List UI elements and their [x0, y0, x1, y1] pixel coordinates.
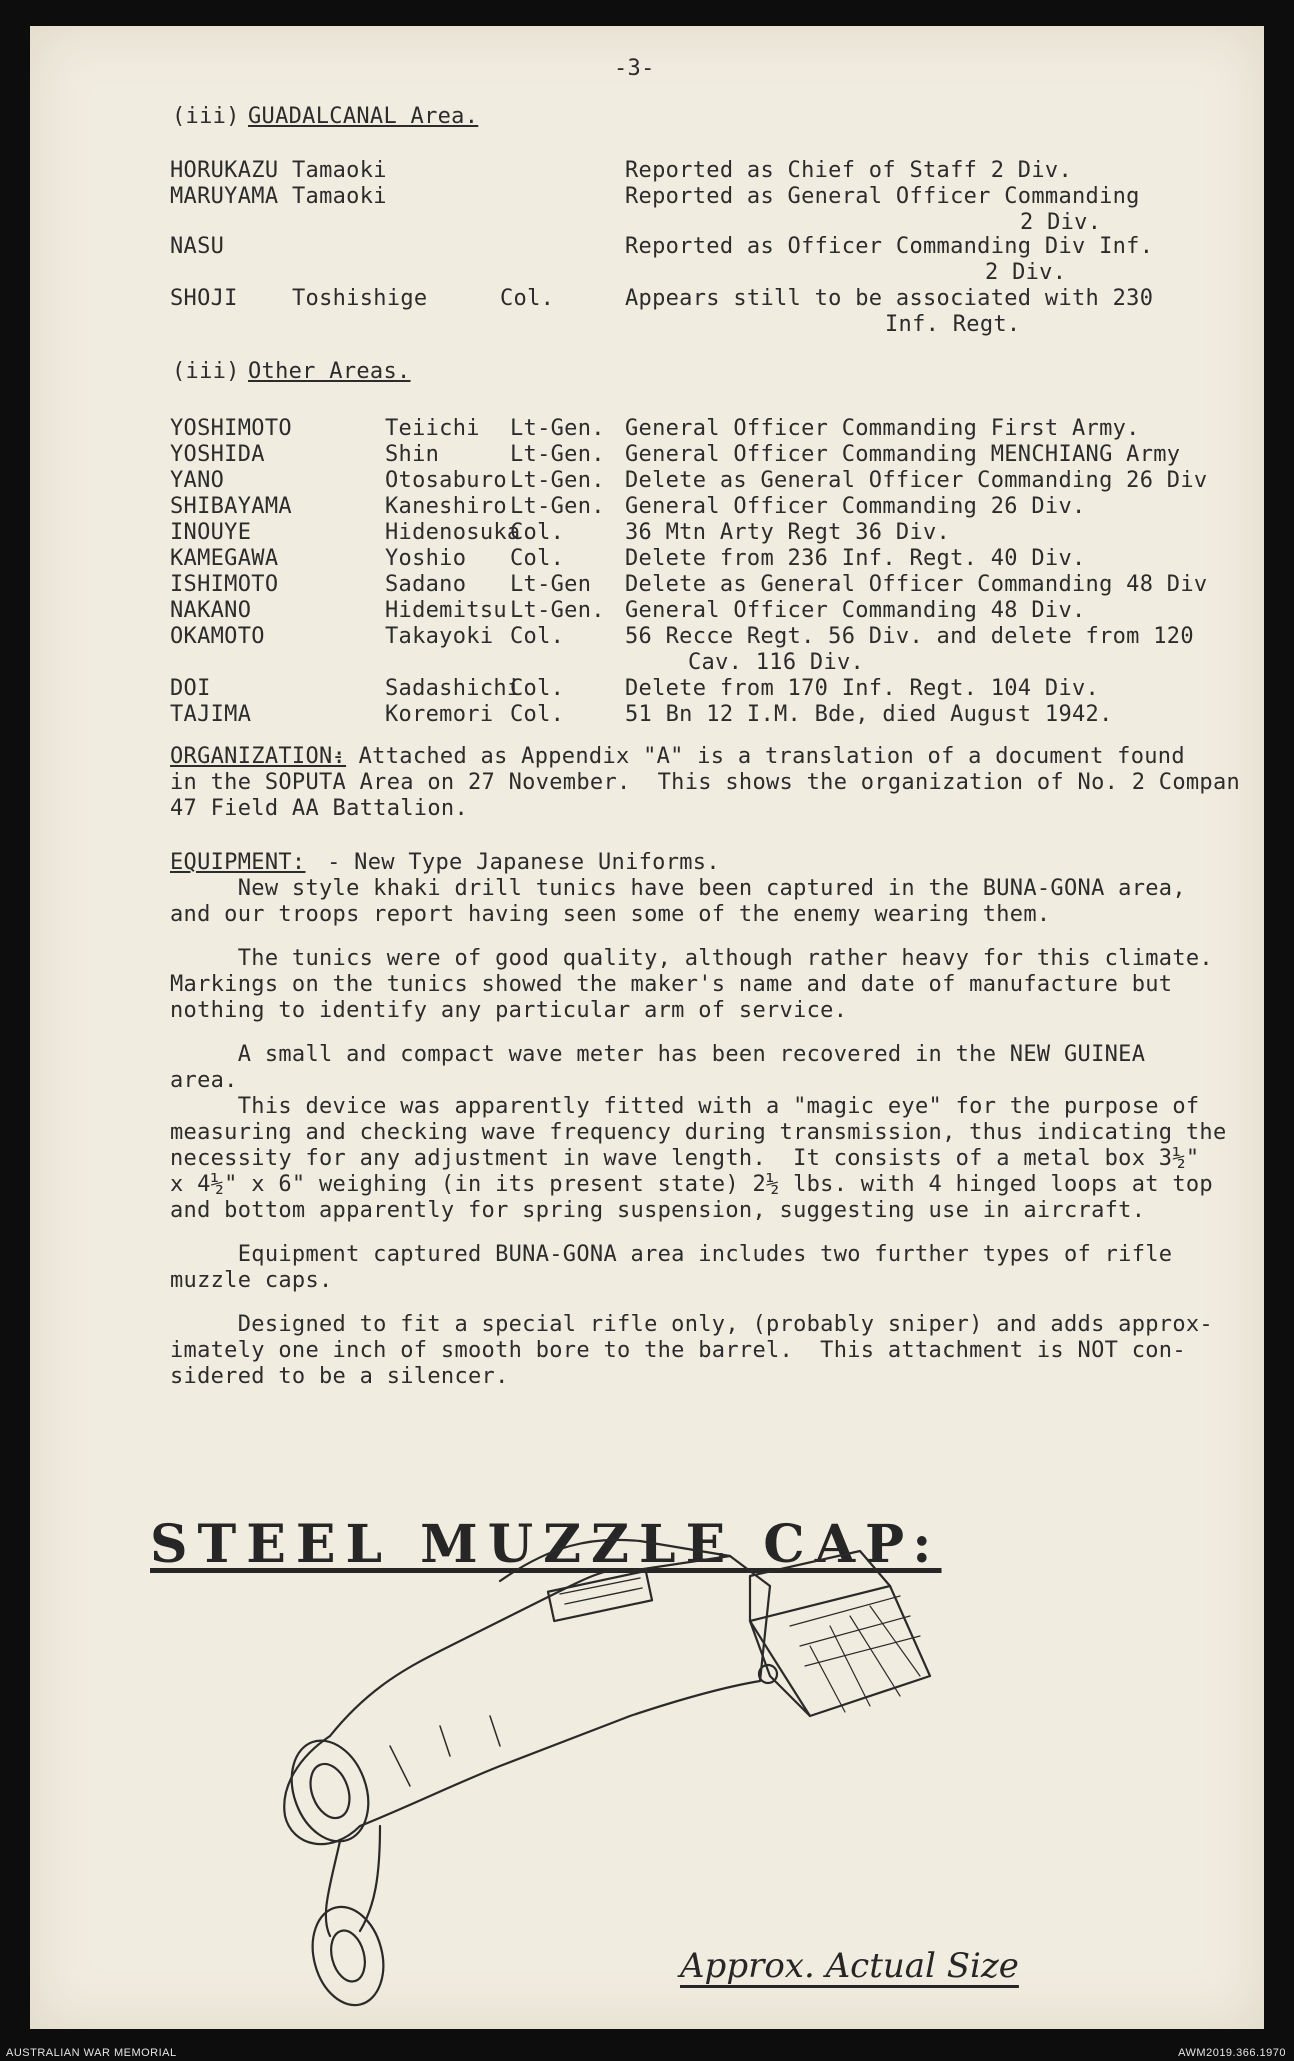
personnel-given-name: Otosaburo — [385, 468, 507, 493]
personnel-remark: General Officer Commanding 26 Div. — [625, 494, 1086, 519]
equipment-line: Markings on the tunics showed the maker's name and date of manufacture but — [170, 972, 1173, 997]
section-heading-guadalcanal: GUADALCANAL Area. — [248, 104, 479, 129]
equipment-line: imately one inch of smooth bore to the barrel. This attachment is NOT con- — [170, 1338, 1186, 1363]
equipment-line: Equipment captured BUNA-GONA area includes two further types of rifle — [170, 1242, 1173, 1267]
personnel-surname: SHOJI — [170, 286, 238, 311]
organization-label: ORGANIZATION: — [170, 744, 347, 769]
muzzle-cap-sketch — [30, 26, 1264, 2029]
equipment-line: Designed to fit a special rifle only, (probably sniper) and adds approx- — [170, 1312, 1213, 1337]
personnel-rank: Lt-Gen. — [510, 494, 605, 519]
personnel-surname: KAMEGAWA — [170, 546, 279, 571]
personnel-given-name: Hidemitsu — [385, 598, 507, 623]
equipment-line: sidered to be a silencer. — [170, 1364, 509, 1389]
personnel-remark: Delete as General Officer Commanding 26 Div — [625, 468, 1208, 493]
personnel-remark-continued: Cav. 116 Div. — [688, 650, 865, 675]
personnel-rank: Col. — [510, 546, 565, 571]
organization-line: 47 Field AA Battalion. — [170, 796, 468, 821]
personnel-rank: Lt-Gen. — [510, 468, 605, 493]
personnel-given-name: Hidenosuka — [385, 520, 521, 545]
personnel-surname: INOUYE — [170, 520, 252, 545]
equipment-line: and our troops report having seen some of the enemy wearing them. — [170, 902, 1051, 927]
personnel-given-name: Sadashichi — [385, 676, 521, 701]
personnel-surname: YOSHIMOTO — [170, 416, 292, 441]
equipment-label: EQUIPMENT: — [170, 850, 306, 875]
equipment-line: This device was apparently fitted with a "magic eye" for the purpose of — [170, 1094, 1200, 1119]
personnel-given-name: Yoshio — [385, 546, 467, 571]
personnel-surname: NASU — [170, 234, 225, 259]
equipment-heading: - New Type Japanese Uniforms. — [300, 850, 720, 875]
personnel-rank: Lt-Gen. — [510, 416, 605, 441]
equipment-line: x 4½" x 6" weighing (in its present state) 2½ lbs. with 4 hinged loops at top — [170, 1172, 1213, 1197]
personnel-remark: General Officer Commanding MENCHIANG Army — [625, 442, 1181, 467]
sketch-caption: Approx. Actual Size — [680, 1946, 1019, 1986]
equipment-line: New style khaki drill tunics have been captured in the BUNA-GONA area, — [170, 876, 1186, 901]
personnel-given-name: Tamaoki — [292, 158, 387, 183]
personnel-rank: Col. — [510, 624, 565, 649]
page-number: -3- — [614, 56, 655, 81]
personnel-rank: Col. — [510, 676, 565, 701]
personnel-rank: Lt-Gen. — [510, 598, 605, 623]
equipment-line: nothing to identify any particular arm of service. — [170, 998, 848, 1023]
personnel-remark: Delete from 236 Inf. Regt. 40 Div. — [625, 546, 1086, 571]
personnel-remark: Reported as General Officer Commanding — [625, 184, 1140, 209]
personnel-rank: Lt-Gen. — [510, 442, 605, 467]
personnel-given-name: Sadano — [385, 572, 467, 597]
equipment-line: The tunics were of good quality, although rather heavy for this climate. — [170, 946, 1213, 971]
organization-line: in the SOPUTA Area on 27 November. This shows the organization of No. 2 Compan — [170, 770, 1241, 795]
personnel-surname: ISHIMOTO — [170, 572, 279, 597]
personnel-surname: DOI — [170, 676, 211, 701]
footer-archive-left: AUSTRALIAN WAR MEMORIAL — [6, 2047, 177, 2059]
personnel-remark: General Officer Commanding 48 Div. — [625, 598, 1086, 623]
organization-line: - Attached as Appendix "A" is a translation of a document found — [318, 744, 1185, 769]
personnel-remark: Reported as Chief of Staff 2 Div. — [625, 158, 1072, 183]
equipment-line: necessity for any adjustment in wave length. It consists of a metal box 3½" — [170, 1146, 1200, 1171]
personnel-rank: Col. — [500, 286, 555, 311]
personnel-given-name: Toshishige — [292, 286, 428, 311]
personnel-given-name: Takayoki — [385, 624, 494, 649]
personnel-surname: NAKANO — [170, 598, 252, 623]
equipment-line: and bottom apparently for spring suspension, suggesting use in aircraft. — [170, 1198, 1146, 1223]
personnel-surname: TAJIMA — [170, 702, 252, 727]
personnel-rank: Col. — [510, 702, 565, 727]
personnel-given-name: Tamaoki — [292, 184, 387, 209]
section-heading-other-areas: Other Areas. — [248, 359, 411, 384]
personnel-remark: Delete as General Officer Commanding 48 Div — [625, 572, 1208, 597]
equipment-line: muzzle caps. — [170, 1268, 333, 1293]
equipment-line: area. — [170, 1068, 238, 1093]
personnel-surname: YANO — [170, 468, 225, 493]
personnel-surname: OKAMOTO — [170, 624, 265, 649]
sketch-title: STEEL MUZZLE CAP: — [150, 1514, 942, 1575]
equipment-line: measuring and checking wave frequency during transmission, thus indicating the — [170, 1120, 1227, 1145]
section-heading-prefix-2: (iii) — [172, 359, 240, 384]
document-page — [30, 26, 1264, 2029]
personnel-given-name: Shin — [385, 442, 440, 467]
personnel-given-name: Teiichi — [385, 416, 480, 441]
personnel-rank: Col. — [510, 520, 565, 545]
personnel-remark: Appears still to be associated with 230 — [625, 286, 1154, 311]
personnel-remark: 51 Bn 12 I.M. Bde, died August 1942. — [625, 702, 1113, 727]
personnel-surname: YOSHIDA — [170, 442, 265, 467]
personnel-remark-continued: 2 Div. — [985, 260, 1067, 285]
personnel-remark: 56 Recce Regt. 56 Div. and delete from 120 — [625, 624, 1194, 649]
personnel-given-name: Koremori — [385, 702, 494, 727]
section-heading-prefix: (iii) — [172, 104, 240, 129]
personnel-rank: Lt-Gen — [510, 572, 592, 597]
equipment-line: A small and compact wave meter has been recovered in the NEW GUINEA — [170, 1042, 1146, 1067]
personnel-remark: Delete from 170 Inf. Regt. 104 Div. — [625, 676, 1100, 701]
personnel-remark-continued: Inf. Regt. — [885, 312, 1021, 337]
personnel-remark: General Officer Commanding First Army. — [625, 416, 1140, 441]
personnel-remark: 36 Mtn Arty Regt 36 Div. — [625, 520, 951, 545]
footer-archive-id: AWM2019.366.1970 — [1178, 2047, 1286, 2059]
personnel-remark-continued: 2 Div. — [1020, 210, 1102, 235]
personnel-given-name: Kaneshiro — [385, 494, 507, 519]
personnel-remark: Reported as Officer Commanding Div Inf. — [625, 234, 1154, 259]
personnel-surname: HORUKAZU — [170, 158, 279, 183]
personnel-surname: SHIBAYAMA — [170, 494, 292, 519]
personnel-surname: MARUYAMA — [170, 184, 279, 209]
